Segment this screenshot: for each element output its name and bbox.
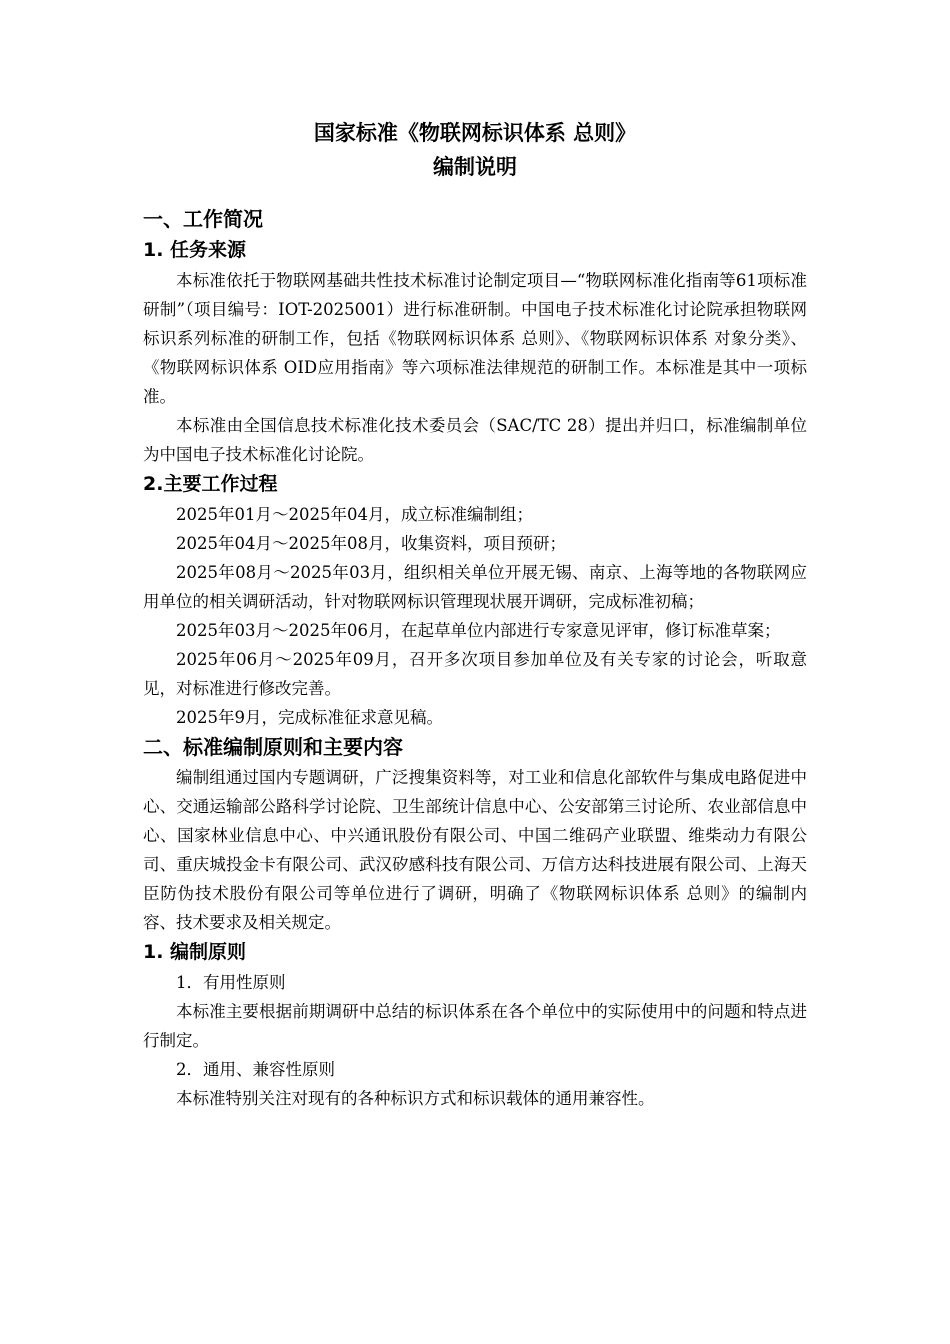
principle-text: 本标准主要根据前期调研中总结的标识体系在各个单位中的实际使用中的问题和特点进行制定。 [143,1002,807,1050]
timeline-entry: 2025年01月～2025年04月，成立标准编制组； [176,505,533,524]
timeline-entry: 2025年03月～2025年06月，在起草单位内部进行专家意见评审，修订标准草案； [176,621,781,640]
principle-label: 1．有用性原则 [176,973,286,992]
document-title: 国家标准《物联网标识体系 总则》 [313,121,637,145]
section-heading-principles-content: 二、标准编制原则和主要内容 [143,735,403,759]
document-subtitle: 编制说明 [433,155,517,179]
paragraph: 本标准依托于物联网基础共性技术标准讨论制定项目—“物联网标准化指南等61项标准研制”（项目编号：IOT-2025001）进行标准研制。中国电子技术标准化讨论院承担物联网标识系列标准的研制工作，包括《物联网标识体系 总则》、《物联网标识体系 对象分类》、《物联网标识体系 OID应用指南》等六项标准法律规范的研制工作。本标准是其中一项标准。 [143,271,807,406]
document-title-block [143,116,807,184]
section-heading-work-overview: 一、工作简况 [143,207,263,231]
timeline-entry: 2025年04月～2025年08月，收集资料，项目预研； [176,534,566,553]
timeline-entry: 2025年9月，完成标准征求意见稿。 [176,708,443,727]
paragraph: 本标准由全国信息技术标准化技术委员会（SAC/TC 28）提出并归口，标准编制单位为中国电子技术标准化讨论院。 [143,416,807,464]
principle-text: 本标准特别关注对现有的各种标识方式和标识载体的通用兼容性。 [176,1089,655,1108]
subsection-heading-principles: 1. 编制原则 [143,941,247,963]
timeline-entry: 2025年08月～2025年03月，组织相关单位开展无锡、南京、上海等地的各物联网应用单位的相关调研活动，针对物联网标识管理现状展开调研，完成标准初稿； [143,563,807,611]
timeline-entry: 2025年06月～2025年09月，召开多次项目参加单位及有关专家的讨论会，听取意见，对标准进行修改完善。 [143,650,807,698]
subsection-heading-task-source: 1. 任务来源 [143,239,247,261]
paragraph: 编制组通过国内专题调研，广泛搜集资料等，对工业和信息化部软件与集成电路促进中心、交通运输部公路科学讨论院、卫生部统计信息中心、公安部第三讨论所、农业部信息中心、国家林业信息中心、中兴通讯股份有限公司、中国二维码产业联盟、维柴动力有限公司、重庆城投金卡有限公司、武汉矽感科技有限公司、万信方达科技进展有限公司、上海天臣防伪技术股份有限公司等单位进行了调研，明确了《物联网标识体系 总则》的编制内容、技术要求及相关规定。 [143,768,807,932]
subsection-heading-work-process: 2.主要工作过程 [143,473,278,495]
principle-label: 2．通用、兼容性原则 [176,1060,335,1079]
